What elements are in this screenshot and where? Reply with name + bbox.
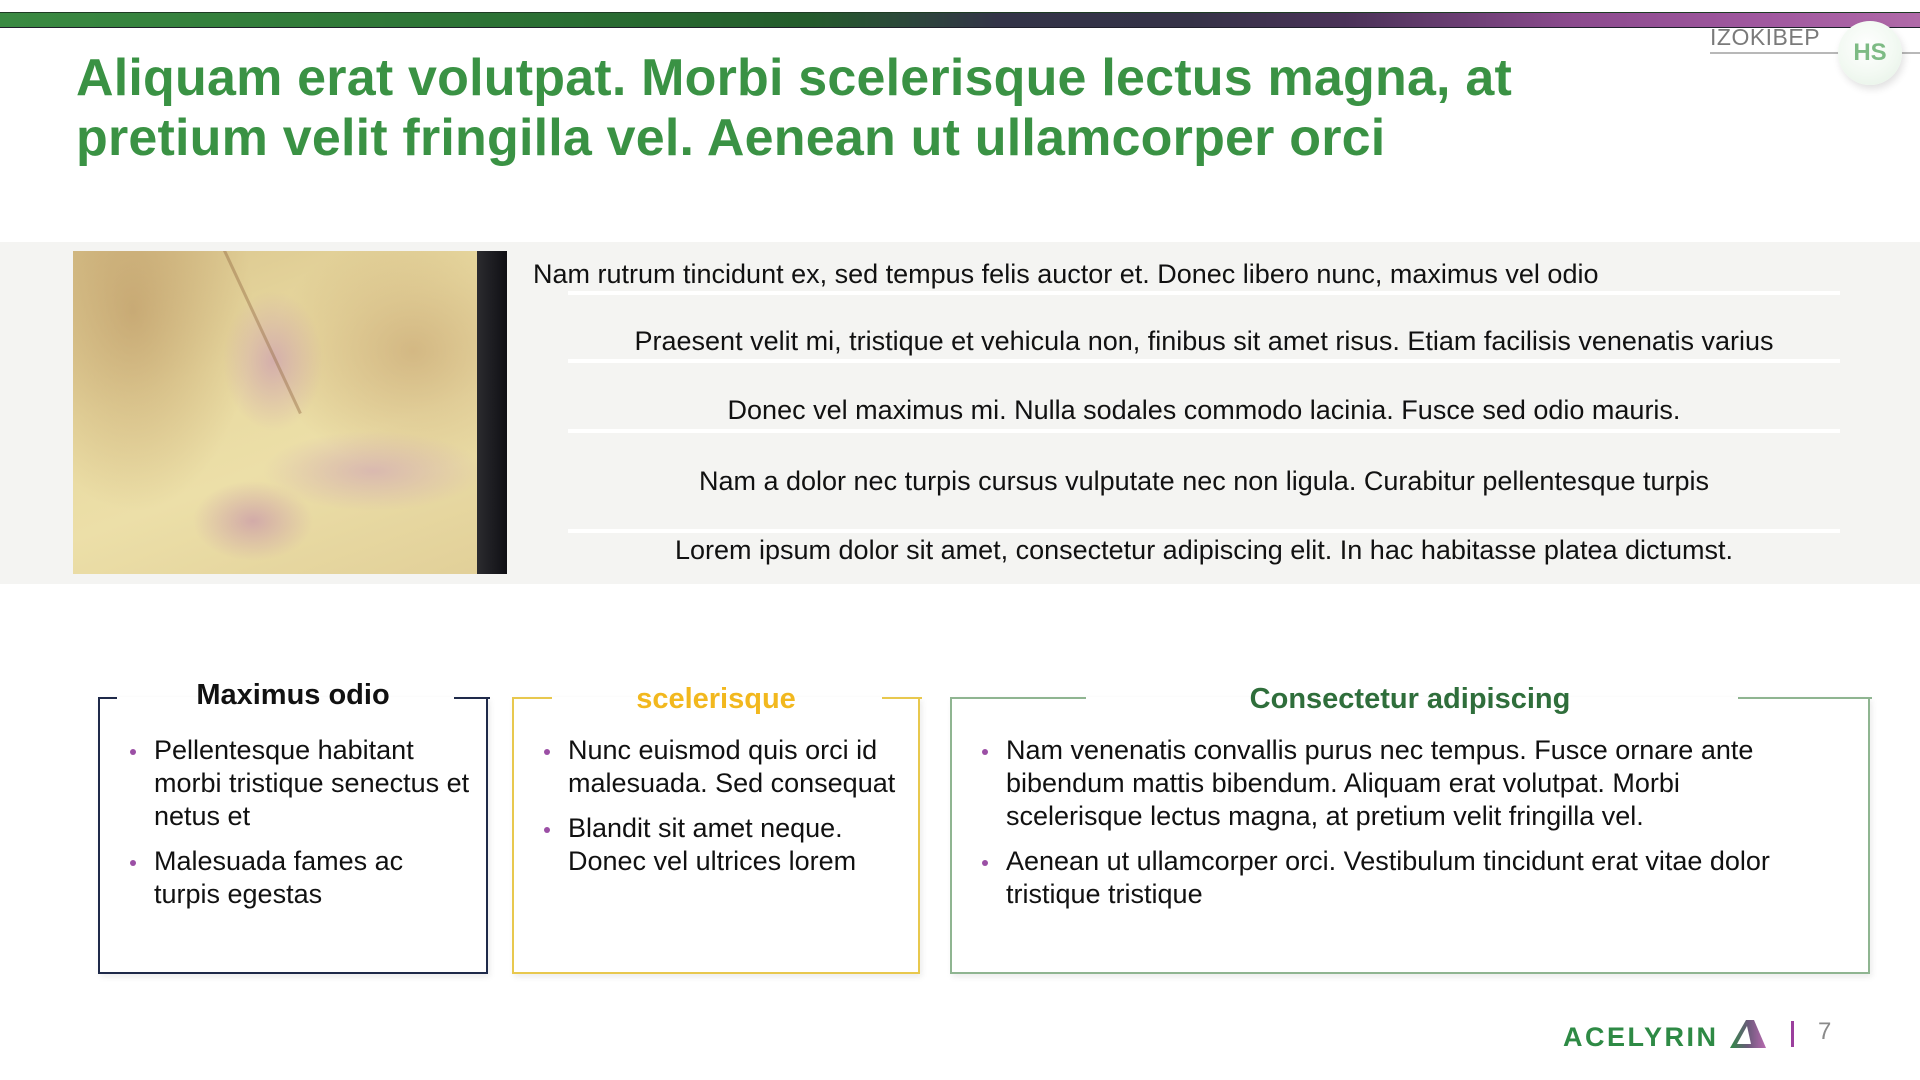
product-label: IZOKIBEP xyxy=(1710,24,1821,50)
card-maximus-odio xyxy=(98,679,488,974)
accent-bar xyxy=(0,12,1920,28)
feature-row-3: Donec vel maximus mi. Nulla sodales commodo lacinia. Fusce sed odio mauris. xyxy=(727,395,1681,425)
footer-divider xyxy=(1791,1021,1794,1047)
bullet-icon xyxy=(130,749,136,755)
card-bullet-list xyxy=(544,734,904,890)
list-item: Nunc euismod quis orci id malesuada. Sed consequat xyxy=(544,734,904,800)
bullet-icon xyxy=(544,827,550,833)
list-item: Aenean ut ullamcorper orci. Vestibulum tincidunt erat vitae dolor tristique tristique xyxy=(982,845,1808,911)
card-scelerisque xyxy=(512,683,920,974)
bullet-icon xyxy=(544,749,550,755)
list-item: Blandit sit amet neque. Donec vel ultrices lorem xyxy=(544,812,904,878)
bullet-icon xyxy=(130,860,136,866)
card-bullet-list xyxy=(130,734,472,923)
feature-row-5: Lorem ipsum dolor sit amet, consectetur adipiscing elit. In hac habitasse platea dictumst. xyxy=(674,535,1734,565)
list-item: Nam venenatis convallis purus nec tempus. Fusce ornare ante bibendum mattis bibendum. Aliquam erat volutpat. Morbi scelerisque lectus magna, at pretium velit fringilla vel. xyxy=(982,734,1808,833)
company-logo-text: ACELYRIN xyxy=(1563,1022,1719,1052)
photo-detail xyxy=(223,251,302,414)
feature-row-1: Nam rutrum tincidunt ex, sed tempus felis auctor et. Donec libero nunc, maximus vel odio xyxy=(533,259,1599,289)
row-divider xyxy=(568,529,1840,533)
card-title: scelerisque xyxy=(636,683,796,715)
bullet-icon xyxy=(982,860,988,866)
page-number: 7 xyxy=(1818,1018,1832,1045)
photo-edge xyxy=(477,251,507,574)
feature-row-4: Nam a dolor nec turpis cursus vulputate nec non ligula. Curabitur pellentesque turpis xyxy=(698,466,1710,496)
indication-badge: HS xyxy=(1838,21,1902,85)
clinical-photo xyxy=(73,251,507,574)
triangle-logo-icon xyxy=(1728,1018,1768,1050)
slide-title: Aliquam erat volutpat. Morbi scelerisque lectus magna, at pretium velit fringilla vel. Aenean ut ullamcorper orci xyxy=(76,49,1512,167)
card-consectetur-adipiscing xyxy=(950,683,1870,974)
bullet-icon xyxy=(982,749,988,755)
card-bullet-list xyxy=(982,734,1808,923)
product-underline-right xyxy=(1900,52,1920,54)
feature-row-2: Praesent velit mi, tristique et vehicula non, finibus sit amet risus. Etiam facilisis venenatis varius xyxy=(634,326,1774,356)
list-item: Pellentesque habitant morbi tristique senectus et netus et xyxy=(130,734,472,833)
card-title: Maximus odio xyxy=(196,679,390,711)
row-divider xyxy=(568,429,1840,433)
card-title: Consectetur adipiscing xyxy=(1249,683,1571,715)
product-underline xyxy=(1710,52,1840,54)
row-divider xyxy=(568,291,1840,295)
list-item: Malesuada fames ac turpis egestas xyxy=(130,845,472,911)
row-divider xyxy=(568,359,1840,363)
